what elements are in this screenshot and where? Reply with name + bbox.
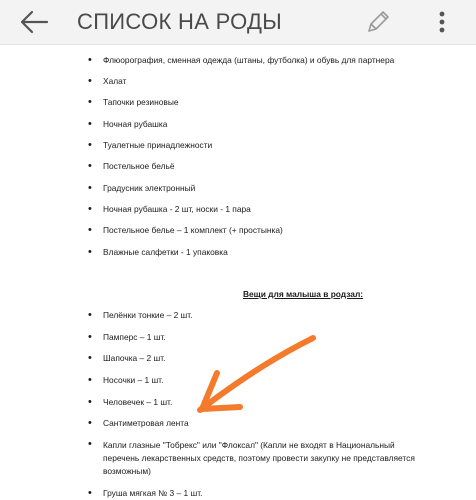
bullet: •	[88, 224, 92, 236]
list-item-text: Капли глазные "Тобрекс" или "Флоксал" (Капли не входят в Национальный перечень лекарственных средств, поэтому провести закупку не представляется возможным)	[103, 440, 415, 476]
list-item-text: Ночная рубашка - 2 шт, носки - 1 пара	[103, 204, 251, 214]
bullet: •	[88, 75, 92, 87]
bullet: •	[88, 487, 92, 499]
list-item-text: Туалетные принадлежности	[103, 140, 213, 150]
bullet: •	[88, 139, 92, 151]
more-options-button[interactable]	[428, 4, 456, 40]
bullet: •	[88, 374, 92, 386]
bullet: •	[88, 396, 92, 408]
list-item-text: Сантиметровая лента	[103, 418, 189, 428]
page-title: СПИСОК НА РОДЫ	[77, 9, 283, 34]
list-item-text: Шапочка – 2 шт.	[103, 353, 166, 363]
bullet: •	[88, 118, 92, 130]
list-item-text: Влажные салфетки - 1 упаковка	[103, 247, 228, 257]
list-item-text: Пелёнки тонкие – 2 шт.	[103, 310, 193, 320]
edit-button[interactable]	[360, 4, 396, 40]
arrow-left-icon	[19, 10, 49, 34]
section-heading: Вещи для малыша в родзал:	[242, 289, 364, 299]
list-item-text: Флюорография, сменная одежда (штаны, футболка) и обувь для партнера	[103, 55, 395, 65]
list-item-text: Человечек – 1 шт.	[103, 397, 173, 407]
bullet: •	[88, 182, 92, 194]
more-vert-icon	[438, 10, 446, 34]
bullet: •	[88, 352, 92, 364]
list-item-text: Тапочки резиновые	[103, 97, 179, 107]
bullet: •	[88, 160, 92, 172]
list-item-text: Груша мягкая № 3 – 1 шт.	[103, 488, 203, 498]
bullet: •	[88, 309, 92, 321]
list-item-text: Носочки – 1 шт.	[103, 375, 164, 385]
list-item-text: Ночная рубашка	[103, 119, 168, 129]
pencil-icon	[365, 9, 391, 35]
list-item-text: Халат	[103, 76, 127, 86]
bullet: •	[88, 54, 92, 66]
app-bar	[0, 0, 476, 45]
bullet: •	[88, 96, 92, 108]
bullet: •	[88, 203, 92, 215]
bullet: •	[88, 438, 92, 450]
list-item-text: Постельное бельё	[103, 161, 175, 171]
list-item-text: Памперс – 1 шт.	[103, 332, 166, 342]
document-page[interactable]	[0, 45, 476, 500]
list-item-text: Градусник электронный	[103, 183, 196, 193]
bullet: •	[88, 331, 92, 343]
back-button[interactable]	[16, 4, 52, 40]
list-item-text: Постельное белье – 1 комплект (+ простынка)	[103, 225, 283, 235]
bullet: •	[88, 246, 92, 258]
bullet: •	[88, 417, 92, 429]
